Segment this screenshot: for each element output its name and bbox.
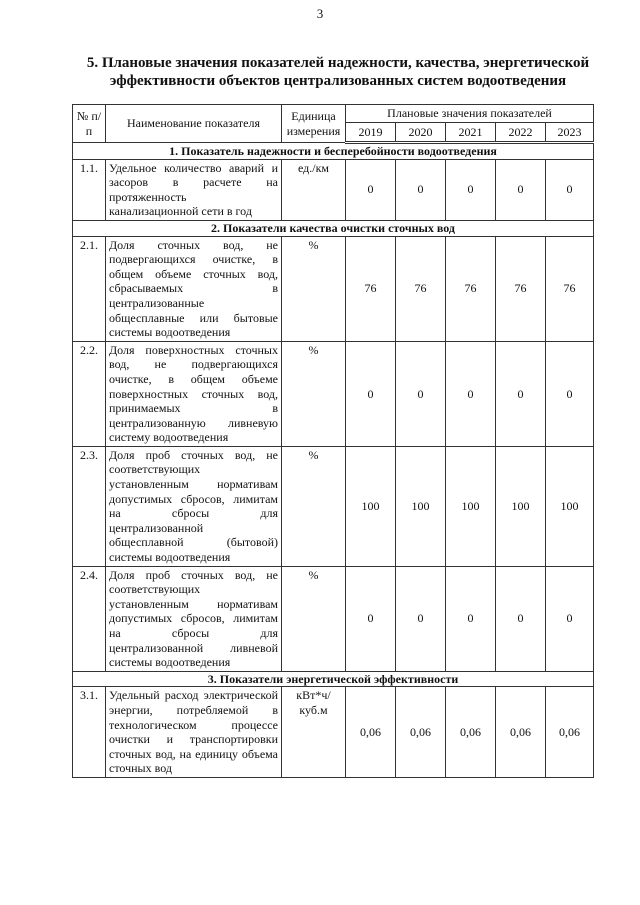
section-row <box>73 671 594 687</box>
planned-value: 76 <box>546 236 594 341</box>
table-row <box>73 566 594 671</box>
planned-value: 100 <box>396 446 446 566</box>
indicator-unit: кВт*ч/ куб.м <box>282 687 346 778</box>
header-year: 2023 <box>546 123 594 143</box>
planned-value: 0 <box>396 159 446 220</box>
planned-value: 0 <box>346 341 396 446</box>
table-row <box>73 159 594 220</box>
header-unit: Единица измерения <box>282 105 346 143</box>
planned-value: 76 <box>396 236 446 341</box>
planned-value: 0 <box>396 341 446 446</box>
indicator-name: Доля проб сточных вод, не соответствующих установленным нормативам допустимых сбросов, лимитам на сбросы для централизованной общесплавной (бытовой) системы водоотведения <box>106 446 282 566</box>
section-row <box>73 143 594 160</box>
planned-value: 0 <box>446 341 496 446</box>
indicator-unit: % <box>282 446 346 566</box>
planned-value: 0,06 <box>496 687 546 778</box>
planned-value: 0 <box>446 159 496 220</box>
planned-value: 0 <box>346 566 396 671</box>
planned-value: 0,06 <box>346 687 396 778</box>
table-row <box>73 236 594 341</box>
table-row <box>73 687 594 778</box>
row-number: 2.3. <box>73 446 106 566</box>
indicator-unit: % <box>282 566 346 671</box>
indicator-unit: % <box>282 236 346 341</box>
header-year: 2022 <box>496 123 546 143</box>
header-num: № п/п <box>73 105 106 143</box>
planned-value: 0,06 <box>396 687 446 778</box>
planned-value: 0 <box>546 566 594 671</box>
section-title: 2. Показатели качества очистки сточных вод <box>73 220 594 236</box>
planned-value: 0 <box>396 566 446 671</box>
section-row <box>73 220 594 236</box>
planned-value: 0 <box>496 159 546 220</box>
indicator-name: Удельный расход электрической энергии, потребляемой в технологическом процессе очистки и транспортировки сточных вод, на единицу объема сточных вод <box>106 687 282 778</box>
page-number: 3 <box>316 6 324 21</box>
header-planned: Плановые значения показателей <box>346 105 594 123</box>
row-number: 2.2. <box>73 341 106 446</box>
planned-value: 100 <box>446 446 496 566</box>
planned-value: 0,06 <box>546 687 594 778</box>
indicator-name: Доля проб сточных вод, не соответствующих установленным нормативам допустимых сбросов, лимитам на сбросы для централизованной ливневой системы водоотведения <box>106 566 282 671</box>
planned-value: 0 <box>496 566 546 671</box>
header-year: 2020 <box>396 123 446 143</box>
indicator-name: Доля поверхностных сточных вод, не подвергающихся очистке, в общем объеме поверхностных сточных вод, принимаемых в централизованную ливневую систему водоотведения <box>106 341 282 446</box>
planned-value: 76 <box>346 236 396 341</box>
planned-value: 100 <box>546 446 594 566</box>
planned-value: 0 <box>496 341 546 446</box>
planned-value: 100 <box>346 446 396 566</box>
planned-value: 0,06 <box>446 687 496 778</box>
planned-value: 0 <box>346 159 396 220</box>
planned-value: 0 <box>546 341 594 446</box>
indicator-unit: % <box>282 341 346 446</box>
planned-value: 100 <box>496 446 546 566</box>
table-row <box>73 341 594 446</box>
planned-value: 0 <box>546 159 594 220</box>
document-title: 5. Плановые значения показателей надежности, качества, энергетической эффективности объектов централизованных систем водоотведения <box>86 55 590 89</box>
indicators-table <box>72 104 594 778</box>
row-number: 2.4. <box>73 566 106 671</box>
planned-value: 76 <box>446 236 496 341</box>
indicator-name: Удельное количество аварий и засоров в расчете на протяженность канализационной сети в год <box>106 159 282 220</box>
planned-value: 0 <box>446 566 496 671</box>
row-number: 2.1. <box>73 236 106 341</box>
indicator-unit: ед./км <box>282 159 346 220</box>
section-title: 1. Показатель надежности и бесперебойности водоотведения <box>73 143 594 160</box>
indicator-name: Доля сточных вод, не подвергающихся очистке, в общем объеме сточных вод, сбрасываемых в централизованные общесплавные или бытовые системы водоотведения <box>106 236 282 341</box>
header-name: Наименование показателя <box>106 105 282 143</box>
planned-value: 76 <box>496 236 546 341</box>
header-year: 2019 <box>346 123 396 143</box>
row-number: 3.1. <box>73 687 106 778</box>
table-row <box>73 446 594 566</box>
section-title: 3. Показатели энергетической эффективности <box>73 671 594 687</box>
row-number: 1.1. <box>73 159 106 220</box>
header-year: 2021 <box>446 123 496 143</box>
